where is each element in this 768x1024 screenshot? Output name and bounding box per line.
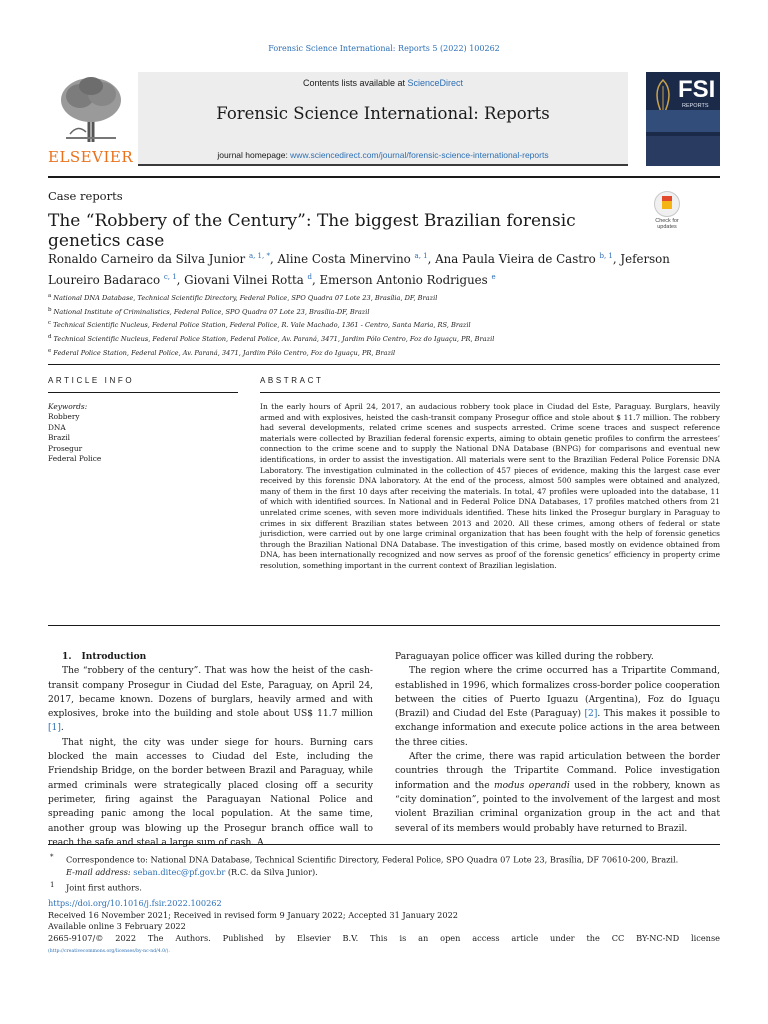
paragraph [48, 736, 373, 850]
paragraph-text: used in the robbery, known as “city domination”, pointed to the involvement of the largest and most violent Brazilian criminal organization group in the act and that several of its members would probably have returned to Brazil. [395, 780, 720, 834]
homepage-prefix: journal homepage: [217, 150, 291, 160]
paragraph-text: After the crime, there was rapid articulation between the border countries through the Tripartite Command. Police investigation information and the [395, 752, 720, 791]
italic-term: modus operandi [493, 780, 570, 791]
affiliation-label: d [48, 334, 52, 341]
author-separator: , [311, 272, 320, 287]
paragraph-text: The region where the crime occurred has a Tripartite Command, established in 1996, which formalizes cross-border police cooperation between the cities of Puerto Iguazu (Argentina), Foz do Iguaçu (Brazil) and Ciudad del Este (Paraguay) [395, 666, 720, 720]
journal-title: Forensic Science International: Reports [216, 104, 550, 123]
email-link[interactable]: seban.ditec@pf.gov.br [133, 867, 226, 878]
paragraph [395, 750, 720, 836]
citation-link[interactable]: [1] [48, 723, 61, 734]
affiliations [48, 291, 728, 359]
publication-info [48, 898, 720, 958]
email-label: E-mail address: [66, 867, 134, 878]
footnote-symbol: * [50, 853, 54, 861]
paragraph-continuation: Paraguayan police officer was killed during the robbery. [395, 652, 654, 662]
keywords-block [48, 402, 238, 464]
cover-title: FSI [678, 76, 716, 103]
license-link[interactable]: (http://creativecommons.org/licenses/by-nc-nd/4.0/). [48, 949, 170, 955]
affiliation-marker[interactable]: d [307, 272, 312, 281]
license-text: 2665-9107/© 2022 The Authors. Published by Elsevier B.V. This is an open access article under the CC BY-NC-ND license [48, 932, 720, 943]
author-name[interactable]: Aline Costa Minervino [277, 251, 411, 266]
affiliation-line [48, 305, 728, 319]
joint-text: Joint first authors. [66, 882, 142, 893]
affiliation-marker[interactable]: e [491, 272, 496, 281]
journal-banner [138, 72, 628, 166]
header-rule [48, 176, 720, 178]
email-suffix: (R.C. da Silva Junior). [225, 867, 318, 878]
affiliation-label: c [48, 320, 52, 327]
footnote-symbol: 1 [50, 880, 55, 889]
contents-prefix: Contents lists available at [302, 78, 408, 88]
paragraph-text: . [60, 723, 64, 734]
keyword: Prosegur [48, 443, 83, 453]
affiliation-text: Technical Scientific Nucleus, Federal Police Station, Federal Police, R. Vale Machado, 1361 - Centro, Santa Maria, RS, Brazil [53, 321, 471, 330]
info-rule [48, 364, 720, 365]
affiliation-line [48, 318, 728, 332]
affiliation-marker[interactable]: a, 1 [414, 252, 428, 260]
doi-link[interactable]: https://doi.org/10.1016/j.fsir.2022.100262 [48, 898, 222, 908]
elsevier-logo[interactable] [48, 72, 132, 166]
keyword: DNA [48, 422, 66, 432]
paragraph-text: . This makes it possible to exchange information and execute police actions in the area between the three cities. [395, 709, 720, 748]
author-separator: , [269, 251, 278, 266]
citation-link[interactable]: [2] [584, 709, 598, 720]
homepage-line [138, 150, 628, 160]
paragraph-text: The “robbery of the century”. That was how the heist of the cash-transit company Prosegur in Ciudad del Este, Paraguay, on April 24, 2017, became known. Dozens of burglars, heavily armed and with explosives, broke into the building and stole about US$ 11.7 million [48, 666, 373, 720]
correspondence-footnote [48, 851, 720, 866]
footnote-rule [48, 844, 720, 845]
affiliation-line [48, 346, 728, 360]
correspondence-text: Correspondence to: National DNA Database, Technical Scientific Directory, Federal Police, SPO Quadra 07 Lote 23, Brasília, DF 70610-200, Brazil. [66, 854, 679, 865]
keywords-label: Keywords: [48, 402, 88, 411]
affiliation-marker[interactable]: a, 1, * [248, 252, 270, 260]
affiliation-marker[interactable]: b, 1 [599, 252, 613, 260]
article-info-heading: ARTICLE INFO [48, 376, 135, 385]
received-dates: Received 16 November 2021; Received in revised form 9 January 2022; Accepted 31 January 2022 [48, 909, 459, 920]
author-separator: , [427, 251, 436, 266]
publisher-wordmark: ELSEVIER [48, 148, 134, 166]
author-name[interactable]: Jeferson Loureiro Badaraco [48, 251, 670, 287]
keyword: Brazil [48, 433, 70, 443]
article-type: Case reports [48, 189, 123, 203]
cover-strip [646, 136, 720, 166]
section-title: Introduction [81, 651, 147, 662]
abstract-text: In the early hours of April 24, 2017, an audacious robbery took place in Ciudad del Este, Paraguay. Burglars, heavily armed and with explosives, heisted the cash-transit company Prosegur office and stole about $ 11.7 million. The robbery had several developments, related crime scenes and suspects arrested. Crime scene traces and suspect reference materials were collected by Brazilian federal forensic experts, aiming to obtain genetic profiles to confirm the arrestees’ connection to the crime scene and to supply the National DNA Database (BNPG) for comparisons and eventual new identifications, in order to assist the investigation. All materials were sent to the Brazilian Federal Police Forensic DNA Laboratory. The investigation culminated in the collection of 457 pieces of evidence, making this the largest case ever received by this forensic DNA laboratory. At the end of the process, almost 500 samples were obtained and analyzed, many of them in the first 10 days after receiving the materials. In total, 47 profiles were uploaded into the database, 11 of which with identified sources. In National and in Federal Police DNA Databases, 17 profiles matched others from 21 unrelated crime scenes, with seven more individuals identified. These hits linked the Prosegur burglary in Paraguay to crimes in six different Brazilian states between 2013 and 2020. All these crimes, among others of federal or state jurisdiction, were carried out by one large criminal organization that has been fought with the help of forensic genetics through the Brazilian National DNA Database. The investigation of this crime, based mostly on evidence obtained from DNA, has been internationally recognized and now serves as proof of the forensic genetics’ efficiency in property crime resolution, something important in the current context of Brazilian legislation. [260, 402, 720, 570]
affiliation-text: National DNA Database, Technical Scientific Directory, Federal Police, SPO Quadra 07 Lote 23, Brasília, DF, Brazil [53, 294, 438, 303]
joint-author-footnote [48, 879, 720, 894]
affiliation-marker[interactable]: c, 1 [163, 272, 177, 281]
affiliation-text: Technical Scientific Nucleus, Federal Police Station, Federal Police, Av. Paraná, 3471, Jardim Pólo Centro, Foz do Iguaçu, PR, Brazil [53, 335, 495, 344]
abstract-bottom-rule [48, 625, 720, 626]
section-number: 1. [62, 651, 72, 662]
body-left-column [48, 650, 373, 850]
affiliation-text: National Institute of Criminalistics, Federal Police, SPO Quadra 07 Lote 23, Brasília-DF, Brazil [53, 307, 370, 316]
journal-reference[interactable]: Forensic Science International: Reports 5 (2022) 100262 [268, 44, 500, 53]
body-right-column [395, 650, 720, 836]
author-name[interactable]: Giovani Vilnei Rotta [184, 272, 304, 287]
paragraph [395, 664, 720, 750]
author-separator: , [176, 272, 185, 287]
keyword-list [48, 412, 238, 464]
affiliation-line [48, 332, 728, 346]
section-heading [48, 650, 373, 664]
contents-line [138, 78, 628, 88]
affiliation-text: Federal Police Station, Federal Police, Av. Paraná, 3471, Jardim Pólo Centro, Foz do Iguaçu, PR, Brazil [53, 348, 396, 357]
sciencedirect-link[interactable]: ScienceDirect [407, 78, 464, 88]
keyword: Robbery [48, 412, 80, 422]
keyword: Federal Police [48, 454, 102, 464]
affiliation-label: e [48, 347, 52, 354]
check-for-updates-button[interactable] [646, 191, 688, 233]
article-title: The “Robbery of the Century”: The biggest Brazilian forensic genetics case [48, 211, 576, 251]
journal-cover[interactable] [646, 72, 720, 166]
tree-icon [56, 74, 126, 144]
article-info-rule [48, 392, 238, 393]
affiliation-line [48, 291, 728, 305]
check-updates-label: Check for updates [655, 218, 679, 230]
cover-subtitle: REPORTS [682, 103, 709, 109]
cover-band [646, 110, 720, 132]
paragraph-text: That night, the city was under siege for hours. Burning cars blocked the main accesses to Ciudad del Este, including the Friendship Bridge, on the border between Brazil and Paraguay, while armed criminals were strategically placed closing off a security perimeter, firing against the Paraguayan National Police and spreading panic among the local population. At the same time, another group was blowing up the Prosegur branch office wall to reach the safe and steal a large sum of cash. A [48, 737, 373, 848]
masthead [48, 72, 720, 168]
homepage-link[interactable]: www.sciencedirect.com/journal/forensic-science-international-reports [290, 150, 549, 160]
author-name[interactable]: Emerson Antonio Rodrigues [319, 272, 488, 287]
paragraph [48, 664, 373, 735]
author-name[interactable]: Ana Paula Vieira de Castro [435, 251, 596, 266]
affiliation-label: b [48, 306, 52, 313]
email-line [48, 866, 720, 879]
abstract-heading: ABSTRACT [260, 376, 324, 385]
check-updates-icon [654, 191, 680, 217]
abstract-rule [260, 392, 720, 393]
author-name[interactable]: Ronaldo Carneiro da Silva Junior [48, 251, 246, 266]
affiliation-label: a [48, 293, 52, 299]
footnotes [48, 851, 720, 894]
author-list [48, 247, 708, 289]
available-online: Available online 3 February 2022 [48, 921, 186, 932]
author-separator: , [612, 251, 621, 266]
